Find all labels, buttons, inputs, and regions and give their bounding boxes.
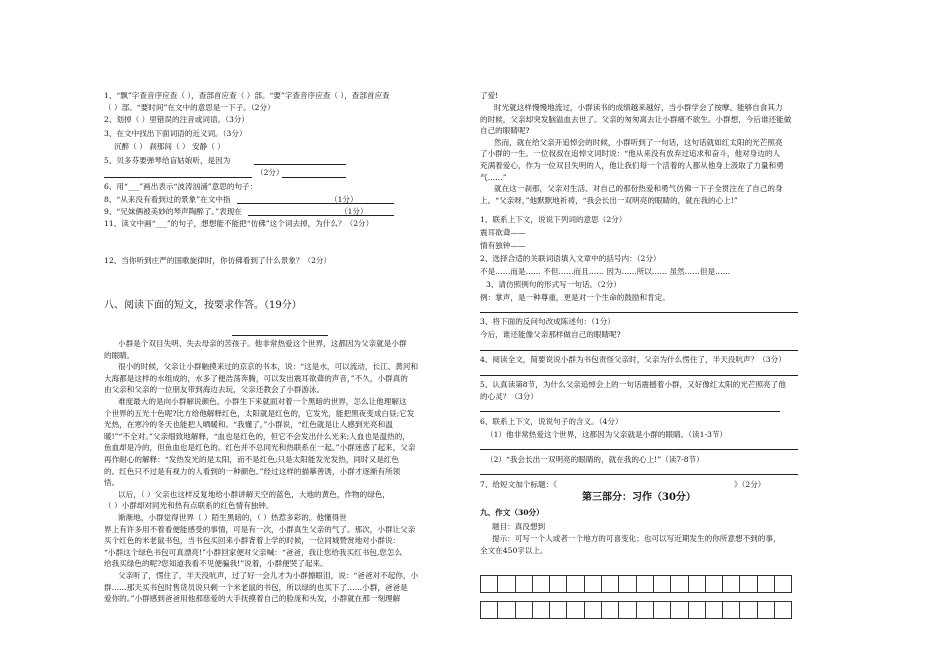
question-1-line-b: （ ）部。“要时间”在文中的意思是一下子。（2分）	[104, 103, 275, 112]
writing-cell[interactable]	[688, 601, 706, 619]
reading-q7a: （1）他非常热爱这个世界，这都因为父亲就是小群的眼睛。（读1-3节）	[486, 430, 728, 439]
writing-cell[interactable]	[566, 575, 584, 593]
writing-cell[interactable]	[515, 601, 533, 619]
reading-q2-options: 不是……而是…… 不但……而且…… 因为……所以…… 虽然……但是……	[480, 267, 731, 276]
writing-grid-row-1[interactable]	[480, 575, 791, 593]
passage-line: 光热，在寒冷的冬天也能把人晒暖和。“我懂了，”小群说，“红色就是让人感到光亮和温	[104, 420, 393, 430]
question-3-words: 沉醉（ ） 刹那间（ ） 安静（ ）	[114, 142, 225, 151]
question-8: 8、“从来没有看到过的景象”在文中指	[104, 195, 231, 204]
writing-cell[interactable]	[636, 575, 654, 593]
writing-cell[interactable]	[636, 601, 654, 619]
writing-cell[interactable]	[515, 575, 533, 593]
passage-line: “小群这个绿色书包可真漂亮!”小群回家便对父亲喊：“爸爸，我让您给我买红书包,您怎么	[104, 547, 403, 557]
writing-cell[interactable]	[497, 601, 515, 619]
answer-line	[237, 202, 394, 204]
passage-line: 充满着爱心，作为一位双目失明的人，他让我们每一个活着的人都从他身上汲取了力量和勇	[480, 161, 784, 170]
passage-line: 个世界的五光十色呢?比方给他解释红色，太阳就是红色的，它发光，能把黑夜变成白昼;它发	[104, 408, 415, 418]
writing-cell[interactable]	[670, 601, 688, 619]
reading-q3: 3、请仿照例句的形式写一句话。（2分）	[486, 280, 621, 289]
writing-cell[interactable]	[480, 601, 498, 619]
writing-cell[interactable]	[722, 601, 740, 619]
passage-line: 的。红色只不过是有视力的人看到的一种颜色。”经过这样的描摹善诱，小群才逐渐有所领	[104, 466, 401, 476]
essay-hint-1: 提示：可写一个人或者一个地方的可喜变化；也可以写近期发生的你所意想不到的事，	[492, 534, 781, 543]
writing-cell[interactable]	[670, 575, 688, 593]
answer-line	[248, 214, 394, 216]
writing-cell[interactable]	[722, 575, 740, 593]
reading-q8: 7、给短文加个标题：《	[480, 480, 557, 489]
reading-q8-score: 》（2分）	[734, 480, 766, 489]
reading-q2: 2、选择合适的关联词语填入文章中的括号内：（2分）	[480, 254, 661, 263]
answer-line	[480, 374, 798, 376]
passage-line: 鱼血却是冷的，但鱼血也是红色的。红色并不总同光和热联系在一起。”小群迷惑了起来，父亲	[104, 443, 416, 453]
passage-line: 难度最大的是向小群解说颜色。小群生下来就面对着一个黑暗的世界，怎么让他理解这	[118, 397, 407, 406]
writing-cell[interactable]	[739, 601, 757, 619]
passage-line: 给我买绿色的呢?您知道我看不见便骗我!”说着，小群便哭了起来。	[104, 559, 328, 569]
passage-line: 爱你的。”小群感到爸爸用他那慈爱的大手抚摸着自己的脸庞和头发，小群就在那一刻理解	[104, 594, 401, 604]
passage-line: 然而，就在给父亲开追悼会的时候，小群听到了一句话，这句话就如红太阳的光芒照亮	[494, 137, 783, 147]
writing-cell[interactable]	[584, 575, 602, 593]
writing-cell[interactable]	[757, 601, 775, 619]
answer-line	[480, 349, 798, 351]
part-3-heading: 第三部分：习作（30分）	[582, 492, 696, 503]
passage-line: （ ）小群却对同光和热有点联系的红色情有独钟。	[104, 501, 274, 511]
passage-line: 上。“父亲呀，”他默默地祈祷，“我会长出一双明亮的眼睛的，就在我的心上!”	[480, 195, 738, 205]
passage-line: 由父亲和父亲的一位朋友带到海边去玩，父亲还教会了小群游泳。	[104, 385, 325, 395]
writing-grid-row-2[interactable]	[480, 601, 791, 619]
reading-q5: 4、阅读全文，简要说说小群为书包责怪父亲时，父亲为什么愣住了，半天没吭声？（3分）	[480, 355, 786, 364]
question-5-score: （2分）	[256, 168, 284, 177]
reading-q1: 1、联系上下文，说说下列词的意思（2分）	[480, 215, 627, 224]
writing-cell[interactable]	[497, 575, 515, 593]
reading-q7b: （2）“我会长出一双明亮的眼睛的，就在我的心上!”（读7-8节）	[486, 455, 704, 464]
passage-line: 买个红色的米老鼠书包，当书包买回来小群背着上学的时候，一位同城赞赏地对小群说：	[104, 536, 401, 546]
passage-line: 很小的时候，父亲让小群触摸来过的京京的书本，说：“这是水，可以流动，长江、黄河和	[118, 362, 419, 372]
passage-line: 自己的眼睛呢?	[480, 126, 530, 136]
writing-cell[interactable]	[653, 575, 671, 593]
writing-cell[interactable]	[688, 575, 706, 593]
passage-line: 小群是个双目失明、失去母亲的苦孩子。他非常热爱这个世界，这都因为父亲就是小群	[118, 339, 407, 348]
reading-q4: 3、将下面的反问句改成陈述句：（1分）	[480, 317, 615, 326]
passage-line: 气……”	[480, 172, 507, 182]
answer-line	[480, 448, 798, 450]
writing-cell[interactable]	[757, 575, 775, 593]
essay-topic: 题目：真没想到	[492, 522, 546, 531]
writing-cell[interactable]	[705, 575, 723, 593]
passage-continuation: 了爱!	[480, 91, 499, 100]
question-8-score: （1分）	[330, 195, 358, 204]
answer-line	[254, 163, 346, 165]
essay-hint-2: 全文在450字以上。	[480, 546, 548, 555]
title-line	[232, 334, 328, 336]
passage-line: 的眼睛。	[104, 350, 135, 360]
reading-q3-example: 例：掌声，是一种尊重，更是对一个生命的鼓励和肯定。	[480, 293, 670, 302]
writing-cell[interactable]	[653, 601, 671, 619]
passage-line: 再作耐心的解释：“发热发光的是太阳，而不是红色;只是太阳能发光发热，同时又是红色	[104, 455, 399, 464]
question-5: 5、贝多芬要弹琴给盲姑娘听，是因为	[104, 156, 231, 165]
passage-line: 的时候，父亲却突发脑溢血去世了。父亲的匆匆离去让小群痛不欲生。小群想，今后谁还能做	[480, 114, 792, 124]
writing-cell[interactable]	[601, 601, 619, 619]
writing-cell[interactable]	[618, 601, 636, 619]
answer-line	[282, 176, 346, 178]
section-9-heading: 九、作文（30分）	[480, 508, 544, 517]
writing-cell[interactable]	[566, 601, 584, 619]
passage-line: 渐渐地，小群觉得世界（ ）陌生黑暗的，（ ）热惹多彩的。他懂得世	[118, 513, 347, 522]
writing-cell[interactable]	[532, 601, 550, 619]
writing-cell[interactable]	[618, 575, 636, 593]
answer-line	[104, 176, 252, 178]
writing-cell[interactable]	[584, 601, 602, 619]
reading-q4-sentence: 今后，谁还能像父亲那样做自己的眼睛呢?	[480, 330, 621, 339]
section-8-heading: 八、阅读下面的短文，按要求作答。（19分）	[104, 300, 302, 311]
passage-line: 以后，（ ）父亲也这样反复地给小群讲解天空的蓝色，大地的黄色，作物的绿色，	[118, 489, 390, 499]
passage-line: 大海都是这样的水组成的，水多了便浩荡奔腾，可以发出震耳欲聋的声音，”不久，小群真的	[104, 373, 408, 383]
question-2: 2、划掉（ ）里错误的注音或词语。（3分）	[104, 115, 249, 124]
passage-line: 悟。	[104, 478, 120, 488]
question-1-line-a: 1、“飘”字查音序应查（ ），查部首应查（ ）部。“要”字查音序应查（ ），查部首应查	[104, 91, 390, 100]
reading-q1b: 情有独钟——	[480, 241, 526, 250]
reading-q7: 6、联系上下文，说说句子的含义。（4分）	[480, 417, 623, 426]
answer-line	[480, 473, 798, 475]
writing-cell[interactable]	[480, 575, 498, 593]
reading-q6b: 的心灵？（3分）	[480, 392, 538, 401]
question-9: 9、“兄妹俩被美妙的琴声陶醉了。”表现在	[104, 207, 242, 216]
passage-line: 暖!”“不全对。”父亲细致地解释，“血也是红色的，但它不会发出什么光来;人血也是温热的，	[104, 431, 410, 441]
question-9-score: （1分）	[340, 207, 368, 216]
writing-cell[interactable]	[549, 575, 567, 593]
passage-line: 就在这一刹那，父亲对生活、对自己的那份热爱和勇气仿佛一下子全贯注在了自己的身	[494, 184, 783, 194]
writing-cell[interactable]	[774, 601, 792, 619]
writing-cell[interactable]	[549, 601, 567, 619]
writing-cell[interactable]	[532, 575, 550, 593]
passage-line: 父亲听了，愣住了，半天没吭声，过了好一会儿才为小群擦眼泪，说：“爸爸对不起你，小	[118, 571, 419, 580]
writing-cell[interactable]	[705, 601, 723, 619]
answer-line	[480, 311, 798, 313]
writing-cell[interactable]	[774, 575, 792, 593]
passage-line: 时光就这样慢慢地流过，小群读书的成绩越来越好，当小群学会了按摩、能够自食其力	[494, 103, 783, 112]
passage-line: 了小群的一生。一位叔叔在追悼文词时说：“他从来没有放弃过追求和奋斗，他对身边的人	[480, 149, 781, 159]
passage-line: 界上有许多用不着看便能感受的事情，可是有一次，小群真生父亲的气了。那次，小群让父亲	[104, 524, 416, 534]
writing-cell[interactable]	[739, 575, 757, 593]
question-11: 11、读文中画“___”的句子，想想能不能把“仿佛”这个词去掉，为什么？（2分）	[104, 219, 374, 228]
question-12: 12、当你听到庄严的国歌旋律时，你仿佛看到了什么景象？（2分）	[104, 256, 332, 265]
passage-line: 群……那天买书包时售货员说只剩一个米老鼠的书包，所以绿的也买下了……小群，爸爸是	[104, 582, 408, 592]
question-3: 3、在文中找出下面词语的近义词。（3分）	[104, 129, 247, 138]
answer-line	[480, 410, 780, 412]
reading-q6: 5、认真读第8节，为什么父亲追悼会上的一句话震撼着小群，又好像红太阳的光芒照亮了他	[480, 380, 786, 389]
reading-q1a: 震耳欲聋——	[480, 228, 526, 237]
question-6: 6、用“___”画出表示“波涛汹涌”意思的句子：	[104, 182, 258, 191]
writing-cell[interactable]	[601, 575, 619, 593]
